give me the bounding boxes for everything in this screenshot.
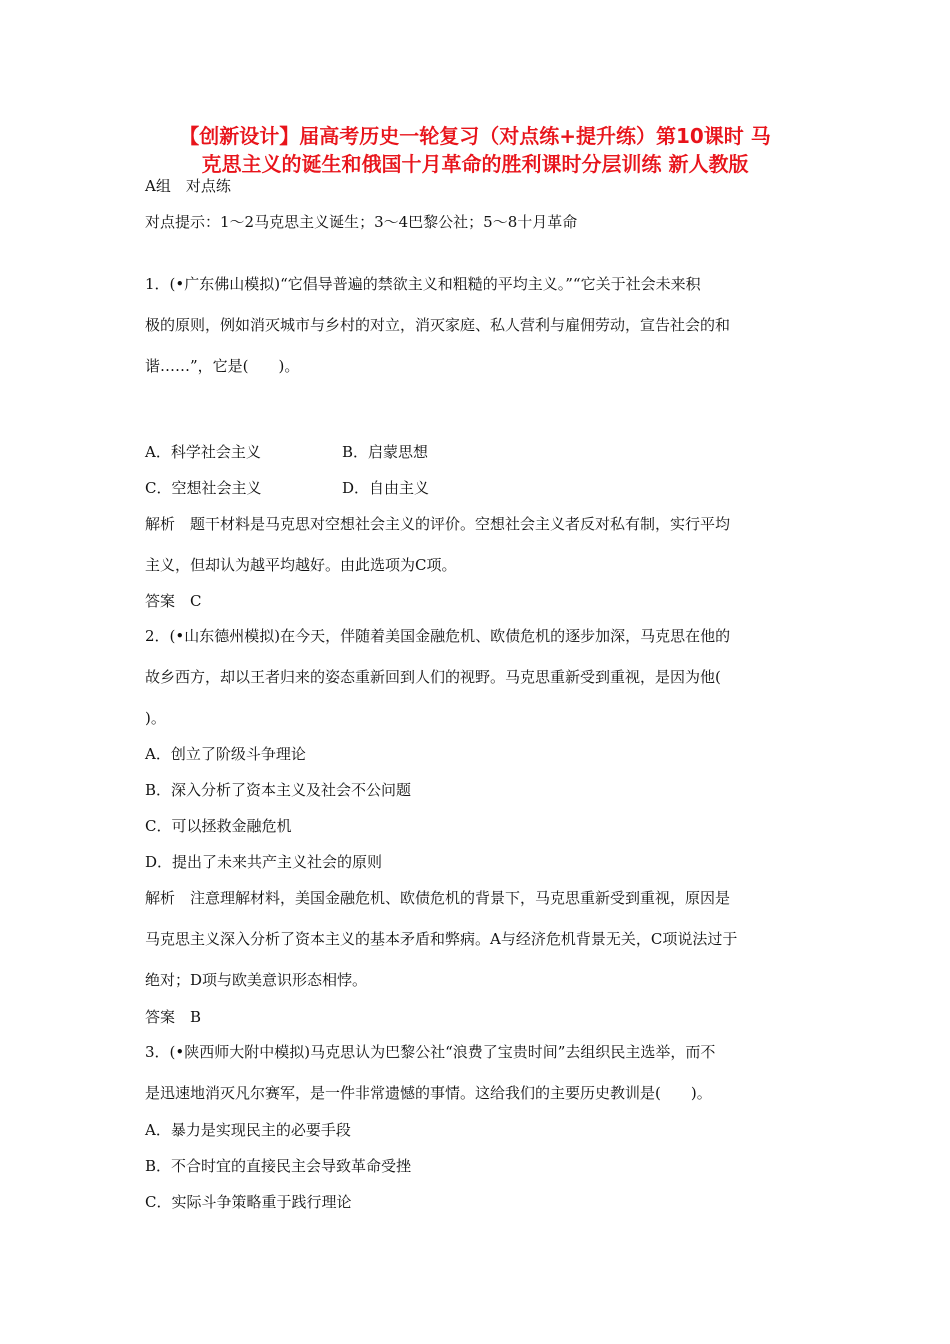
q1-stem-line-3: 谐……”，它是( )。 <box>145 357 300 375</box>
q1-option-b: B．启蒙思想 <box>342 443 429 461</box>
section-heading: A组 对点练 <box>145 177 231 195</box>
q3-stem-line-1: 3．(•陕西师大附中模拟)马克思认为巴黎公社“浪费了宝贵时间”去组织民主选举，而不 <box>145 1043 716 1061</box>
q1-analysis-line-2: 主义，但却认为越平均越好。由此选项为C项。 <box>145 556 457 574</box>
q2-analysis-line-2: 马克思主义深入分析了资本主义的基本矛盾和弊病。A与经济危机背景无关，C项说法过于 <box>145 930 738 948</box>
q1-stem-line-1: 1．(•广东佛山模拟)“它倡导普遍的禁欲主义和粗糙的平均主义。”“它关于社会未来积 <box>145 275 701 293</box>
q2-stem-line-3: )。 <box>145 709 166 727</box>
q2-option-d: D．提出了未来共产主义社会的原则 <box>145 853 383 871</box>
q2-option-b: B．深入分析了资本主义及社会不公问题 <box>145 781 412 799</box>
q3-option-c: C．实际斗争策略重于践行理论 <box>145 1193 352 1211</box>
document-title <box>120 122 830 178</box>
q2-stem-line-2: 故乡西方，却以王者归来的姿态重新回到人们的视野。马克思重新受到重视，是因为他( <box>145 668 721 686</box>
q2-analysis-line-1: 解析 注意理解材料，美国金融危机、欧债危机的背景下，马克思重新受到重视，原因是 <box>145 889 731 907</box>
q2-analysis-line-3: 绝对；D项与欧美意识形态相悖。 <box>145 971 368 989</box>
title-line-1: 【创新设计】届高考历史一轮复习（对点练+提升练）第10课时 马 <box>179 124 771 148</box>
q1-analysis-line-1: 解析 题干材料是马克思对空想社会主义的评价。空想社会主义者反对私有制，实行平均 <box>145 515 731 533</box>
q2-option-c: C．可以拯救金融危机 <box>145 817 292 835</box>
q2-answer: 答案 B <box>145 1008 202 1026</box>
q2-stem-line-1: 2．(•山东德州模拟)在今天，伴随着美国金融危机、欧债危机的逐步加深，马克思在他的 <box>145 627 731 645</box>
q1-option-d: D．自由主义 <box>342 479 430 497</box>
q3-option-a: A．暴力是实现民主的必要手段 <box>145 1121 351 1139</box>
q1-option-a: A．科学社会主义 <box>145 443 261 461</box>
q2-option-a: A．创立了阶级斗争理论 <box>145 745 306 763</box>
q3-stem-line-2: 是迅速地消灭凡尔赛军，是一件非常遗憾的事情。这给我们的主要历史教训是( )。 <box>145 1084 712 1102</box>
hint-text: 对点提示：1～2马克思主义诞生；3～4巴黎公社；5～8十月革命 <box>145 213 578 231</box>
q3-option-b: B．不合时宜的直接民主会导致革命受挫 <box>145 1157 412 1175</box>
q1-option-c: C．空想社会主义 <box>145 479 262 497</box>
q1-stem-line-2: 极的原则，例如消灭城市与乡村的对立，消灭家庭、私人营利与雇佣劳动，宣告社会的和 <box>145 316 731 334</box>
title-line-2: 克思主义的诞生和俄国十月革命的胜利课时分层训练 新人教版 <box>201 152 749 176</box>
q1-answer: 答案 C <box>145 592 202 610</box>
